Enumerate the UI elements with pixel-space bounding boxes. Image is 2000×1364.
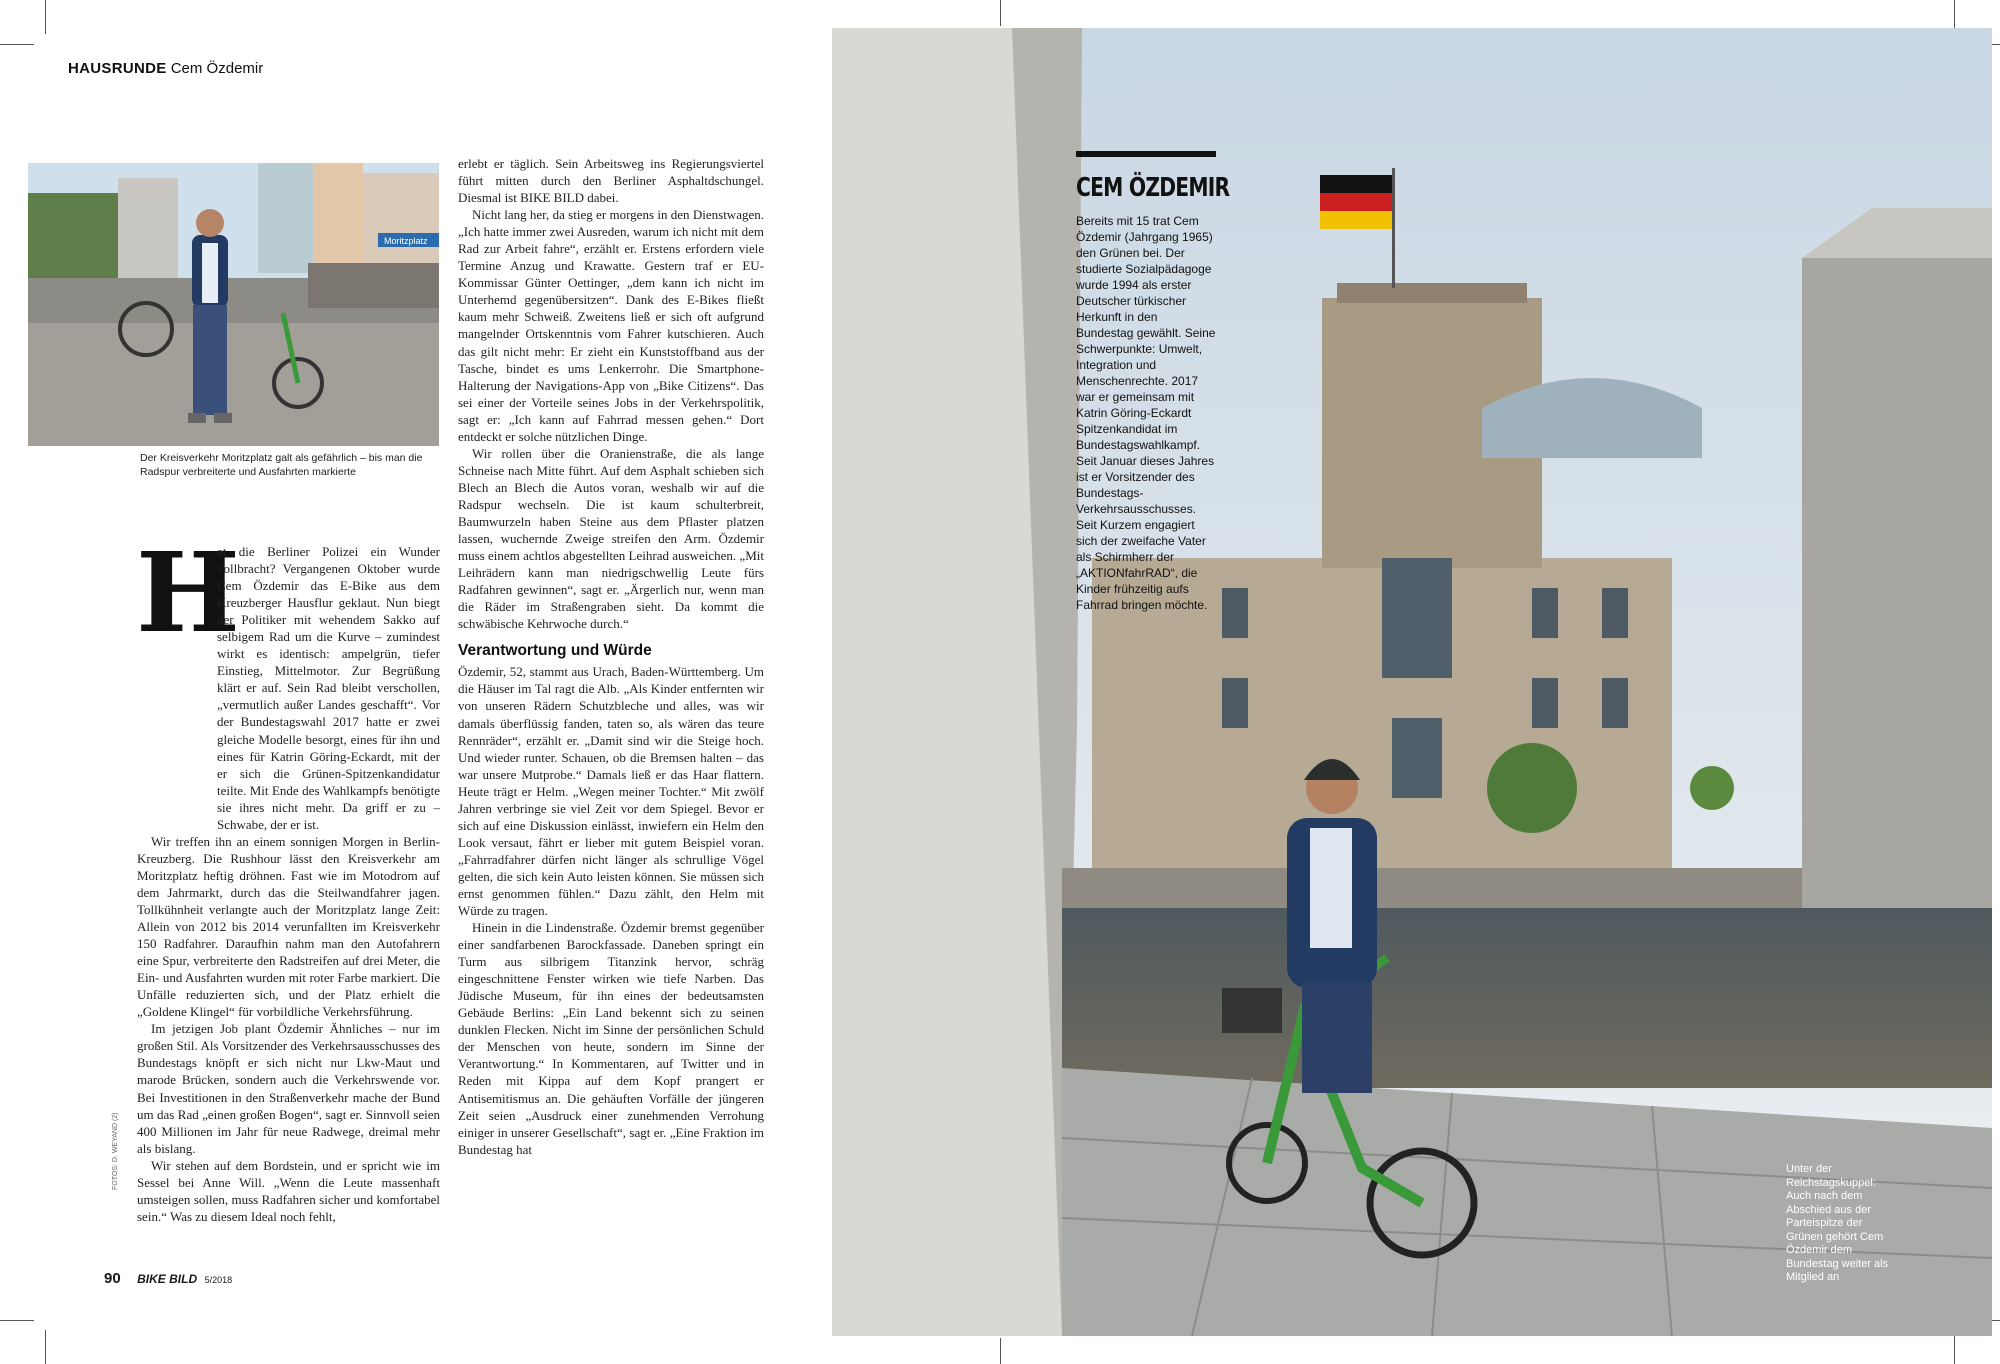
article-paragraph: erlebt er täglich. Sein Arbeitsweg ins Regierungsviertel führt mitten durch den Berliner Asphaltdschungel. Diesmal ist BIKE BILD dabei.: [458, 156, 764, 206]
moritzplatz-photo: [28, 163, 439, 446]
section-header: [68, 60, 263, 77]
moritzplatz-photo-illustration: [28, 163, 439, 446]
photo-credit: FOTOS: D. WEYAND (2): [112, 1112, 119, 1190]
crop-mark: [45, 0, 46, 34]
crop-mark: [45, 1330, 46, 1364]
page-footer: [104, 1270, 232, 1288]
page-number: 90: [104, 1270, 121, 1287]
small-photo-caption: Der Kreisverkehr Moritzplatz galt als gefährlich – bis man die Radspur verbreiterte und Ausfahrten markierte: [140, 452, 423, 478]
profile-title: CEM ÖZDEMIR: [1076, 173, 1230, 203]
street-sign-text: Moritzplatz: [384, 236, 428, 246]
article-column-1: [136, 528, 440, 1225]
article-paragraph: at die Berliner Polizei ein Wunder vollbracht? Vergangenen Oktober wurde Cem Özdemir das E-Bike aus dem Kreuzberger Hausflur geklaut. Nun biegt der Politiker mit wehendem Sakko auf selbigem Rad um die Kurve – zumindest wirkt es identisch: ampelgrün, tiefer Einstieg, Mittelmotor. Zur Begrüßung klärt er auf. Sein Rad bleibt verschollen, „vermutlich außer Landes geschafft“. Vor der Bundestagswahl 2017 hatte er zwei gleiche Modelle besorgt, eines für ihn und eines für Katrin Göring-Eckardt, mit der er sich die Grünen-Spitzenkandidatur teilte. Mit Ende des Wahlkampfs benötigte sie ihres nicht mehr. Da griff er zu – Schwabe, der er ist.: [217, 544, 440, 832]
crop-mark: [1000, 1338, 1001, 1364]
section-topic: Cem Özdemir: [170, 60, 264, 77]
profile-box: [1076, 151, 1230, 613]
profile-text: Bereits mit 15 trat Cem Özdemir (Jahrgang 1965) den Grünen bei. Der studierte Sozialpädagoge wurde 1994 als erster Deutscher türkischer Herkunft in den Bundestag gewählt. Seine Schwerpunkte: Umwelt, Integration und Menschenrechte. 2017 war er gemeinsam mit Katrin Göring-Eckardt Spitzenkandidat im Bundestagswahlkampf. Seit Januar dieses Jahres ist er Vorsitzender des Bundestags-Verkehrsausschusses. Seit Kurzem engagiert sich der zweifache Vater als Schirmherr der „AKTIONfahrRAD“, die Kinder frühzeitig aufs Fahrrad bringen möchte.: [1076, 214, 1216, 612]
article-paragraph: Nicht lang her, da stieg er morgens in den Dienstwagen. „Ich hatte immer zwei Ausreden, warum ich nicht mit dem Rad zur Arbeit fahre“, erzählt er. Erstens erfordern viele Termine Anzug und Krawatte. Gestern traf er EU-Kommissar Günter Oettinger, „dem kann ich nicht im Unterhemd gegenübersitzen“. Dank des E-Bikes fließt kaum mehr Schweiß. Zweitens ließ er sich oft aufgrund mangelnder Ortskenntnis vom Fahrer kutschieren. Auch das gilt nicht mehr: Er zieht ein Kunststoffband aus der Tasche, bindet es ums Lenkerrohr. Die Smartphone-Halterung der Navigations-App von „Bike Citizens“. Das sei einer der Vorteile seines Jobs in der Verkehrspolitik, sagt er: „Ich kann auf Fahrrad messen gehen.“ Dort entdeckt er solche nützlichen Dinge.: [458, 207, 764, 444]
drop-cap: H: [136, 528, 240, 657]
reichstag-photo: [832, 28, 1992, 1336]
issue-number: 5/2018: [204, 1275, 233, 1285]
article-paragraph: Hinein in die Lindenstraße. Özdemir bremst gegenüber einer sandfarbenen Barockfassade. Daneben springt ein Turm aus silbrigem Titanzink hervor, schräg eingeschnittene Fenster wirken wie tiefe Narben. Das Jüdische Museum, für ihn eines der bedeutsamsten Gebäude Berlins: „Ein Land bekennt sich zu seinen dunklen Flecken. Nicht im Sinne der persönlichen Schuld der Menschen von heute, sondern im Sinne der Verantwortung.“ In Kommentaren, auf Twitter und in Reden mit Kippa auf dem Kopf prangert er Antisemitismus an. Die gehäuften Vorfälle der jüngeren Zeit seien „Ausdruck einer zunehmenden Verrohung einiger in unserer Gesellschaft“, sagt er. „Eine Fraktion im Bundestag hat: [458, 920, 764, 1157]
profile-rule: [1076, 151, 1216, 157]
crop-mark: [0, 44, 34, 45]
article-subhead: Verantwortung und Würde: [458, 642, 652, 660]
section-kicker: HAUSRUNDE: [68, 60, 167, 77]
crop-mark: [1000, 0, 1001, 26]
article-paragraph: Özdemir, 52, stammt aus Urach, Baden-Württemberg. Um die Häuser im Tal ragt die Alb. „Als Kinder entfernten wir von unseren Rädern Schutzbleche und alles, was wir damals überflüssig fanden, taten so, als wären das teure Rennräder“, erzählt er. „Damit sind wir die Steige hoch. Und wieder runter. Schauen, ob die Bremsen halten – das war unsere Mutprobe.“ Damals ließ er das Haar flattern. Heute trägt er Helm. „Wegen meiner Tochter.“ Mit zwölf Jahren verbringe sie viel Zeit vor dem Spiegel. Bevor er sich auf eine Diskussion einlässt, inwiefern ein Helm den Look versaut, fährt er lieber mit gutem Beispiel voran. „Fahrradfahrer dürfen nicht länger als schrullige Vögel gelten, die sich kein Auto leisten können. Sie müssen sich ernst genommen fühlen.“ Dazu zählt, den Helm mit Würde zu tragen.: [458, 664, 764, 919]
article-paragraph: Im jetzigen Job plant Özdemir Ähnliches – nur im großen Stil. Als Vorsitzender des Verkehrsausschusses des Bundestags knöpft er sich nicht nur Lkw-Maut und marode Brücken, sondern auch die Verkehrswende vor. Bei Investitionen in den Straßenverkehr mache der Bund um das Rad „einen großen Bogen“, sagt er. Sinnvoll seien 400 Millionen im Jahr für neue Radwege, dreimal mehr als bislang.: [137, 1021, 440, 1156]
article-paragraph: Wir rollen über die Oranienstraße, die als lange Schneise nach Mitte führt. Auf dem Asphalt schieben sich Blech an Blech die Autos voran, weshalb wir auf die Radspur wechseln. Die ist kaum schulterbreit, Baumwurzeln haben Steine aus dem Pflaster platzen lassen, wuchernde Zweige streifen den Arm. Özdemir muss einem achtlos abgestellten Leihrad ausweichen. „Mit Leihrädern kann man niedrigschwellig Leute fürs Radfahren gewinnen“, sagt er. „Ärgerlich nur, wenn man die Räder im Straßengraben sieht. Da kommt die schwäbische Kehrwoche durch.“: [458, 445, 764, 632]
reichstag-photo-caption: Unter der Reichstagskuppel: Auch nach dem Abschied aus der Parteispitze der Grünen gehört Cem Özdemir dem Bundestag weiter als Mitglied an: [1786, 1163, 1889, 1283]
article-paragraph: Wir stehen auf dem Bordstein, und er spricht wie im Sessel bei Anne Will. „Wenn die Leute massenhaft umsteigen sollen, muss Radfahren sicher und komfortabel sein.“ Was zu diesem Ideal noch fehlt,: [137, 1157, 440, 1224]
reichstag-photo-illustration: [832, 28, 1992, 1336]
magazine-name: BIKE BILD: [137, 1272, 198, 1286]
article-paragraph: Wir treffen ihn an einem sonnigen Morgen in Berlin-Kreuzberg. Die Rushhour lässt den Kreisverkehr am Moritzplatz heftig dröhnen. Fast wie im Motodrom auf dem Jahrmarkt, durch das die Steilwandfahrer jagen. Tollkühnheit verlangte auch der Moritzplatz lange Zeit: Allein von 2012 bis 2014 verunfallten im Kreisverkehr 150 Radfahrer. Daraufhin nahm man den Autofahrern eine Spur, verbreiterte den Radstreifen auf drei Meter, die Ein- und Ausfahrten wurden mit roter Farbe markiert. Die Unfälle reduzierten sich, und der Platz erhielt die „Goldene Klingel“ für vorbildliche Verkehrsführung.: [137, 833, 440, 1020]
crop-mark: [0, 1320, 34, 1321]
article-column-2: [458, 155, 764, 1158]
